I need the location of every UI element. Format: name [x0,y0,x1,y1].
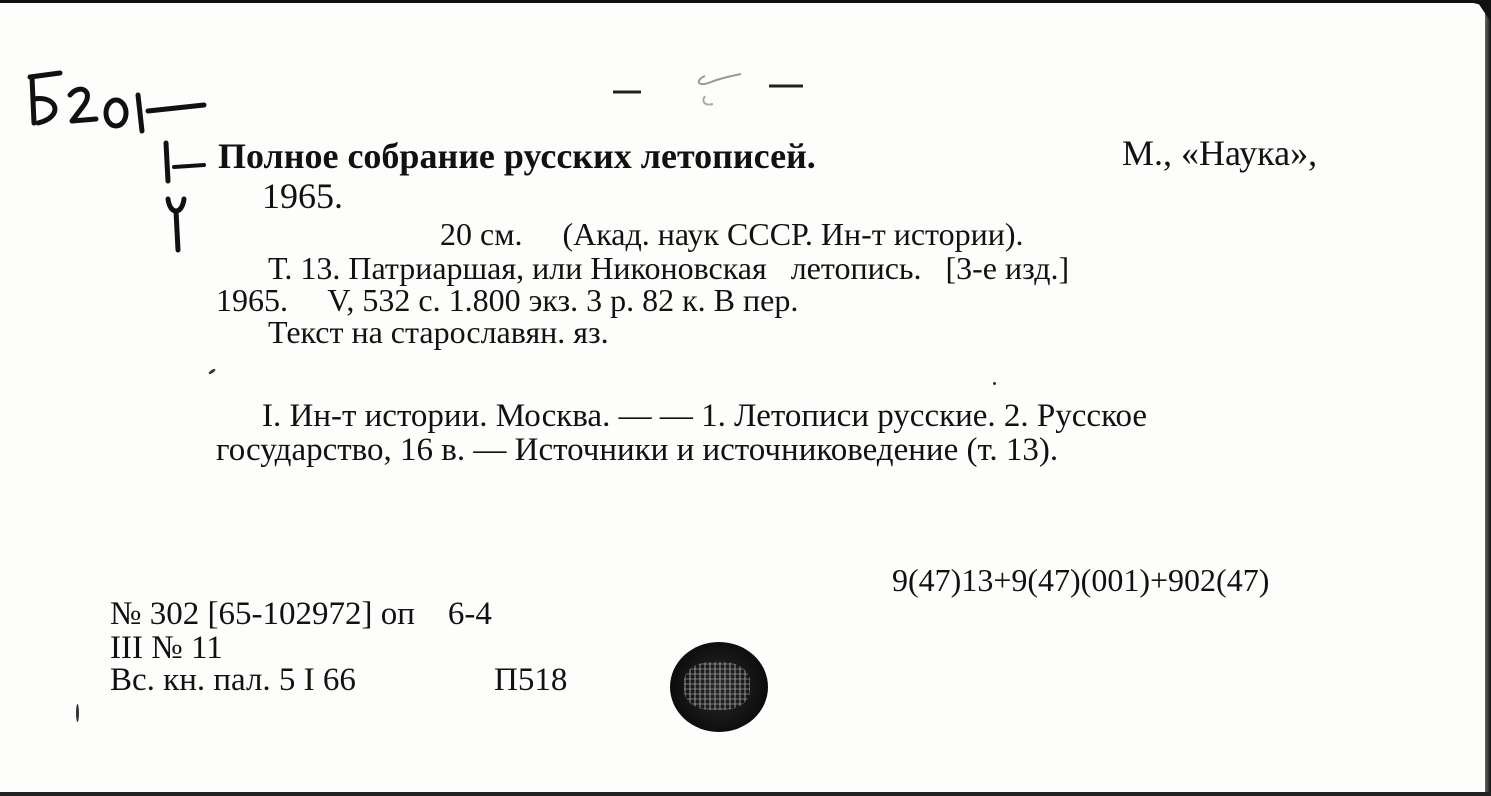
ink-speck [208,368,216,375]
subject-headings-line-2: государство, 16 в. — Источники и источниковедение (т. 13). [216,432,1059,468]
record-number: № 302 [65-102972] оп 6-4 [110,596,492,632]
print-code: П518 [494,662,568,698]
publisher: М., «Наука», [1122,133,1318,173]
series-number: III № 11 [110,630,223,666]
size-and-series: 20 см. (Акад. наук СССР. Ин-т истории). [440,216,1024,252]
ink-speck [76,704,79,722]
publication-details: 1965. V, 532 с. 1.800 экз. 3 р. 82 к. В пер. [216,282,799,318]
card-right-edge [1485,0,1491,796]
language-note: Текст на старославян. яз. [268,314,609,350]
subject-headings-line-1: I. Ин-т истории. Москва. — — 1. Летописи русские. 2. Русское [262,398,1147,434]
volume-line: Т. 13. Патриаршая, или Никоновская летопись. [3-е изд.] [268,250,1070,286]
handwritten-shelfmark-icon [20,65,220,265]
card-title [218,138,816,174]
ink-speck [993,382,996,385]
top-mark-icon [605,62,815,112]
publication-year: 1965. [262,176,343,216]
book-chamber-reference: Вс. кн. пал. 5 I 66 [110,662,356,698]
title-text: Полное собрание русских летописей. [218,136,816,176]
card-top-edge [0,0,1491,3]
classification-index: 9(47)13+9(47)(001)+902(47) [892,562,1270,598]
card-bottom-edge [0,792,1491,796]
punch-hole [670,642,768,732]
